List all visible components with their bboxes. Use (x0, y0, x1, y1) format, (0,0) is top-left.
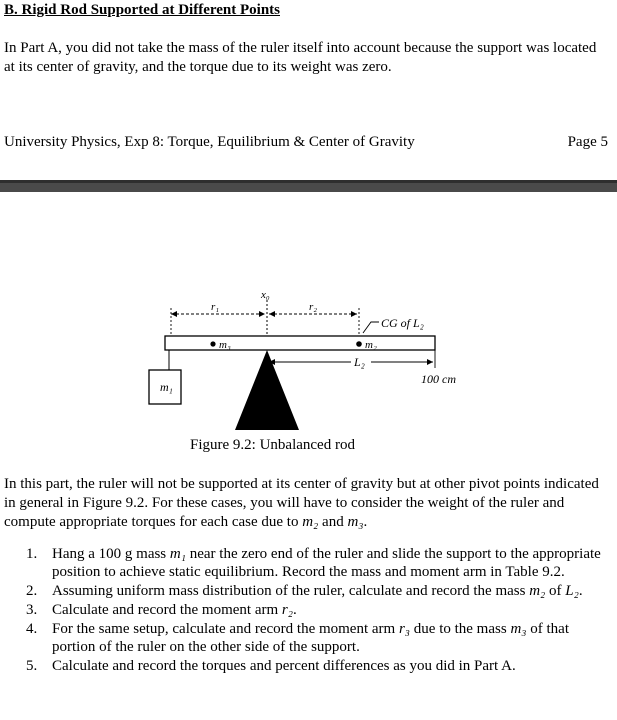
label-cg: CG of L₂ (381, 316, 424, 330)
step-text: Hang a 100 g mass (52, 546, 170, 562)
step-number: 4. (26, 621, 38, 637)
step-text: of (545, 583, 566, 599)
label-r1: r₁ (211, 301, 220, 313)
page-break-rule (0, 180, 617, 192)
label-m1: m₁ (160, 380, 173, 394)
step-symbol: L₂ (565, 583, 579, 599)
list-item (0, 545, 617, 581)
part-paragraph-and: and (318, 514, 348, 530)
ruler-rod (165, 336, 435, 350)
section-heading: B. Rigid Rod Supported at Different Points (4, 2, 280, 18)
step-text: of that portion of the ruler on the other side of the support. (52, 621, 569, 655)
step-symbol: m₁ (169, 546, 186, 562)
step-text: Assuming uniform mass distribution of the ruler, calculate and record the mass (52, 583, 530, 599)
list-item (0, 582, 617, 600)
label-m2: m₂ (365, 339, 377, 351)
label-x0: x₀ (261, 289, 270, 301)
label-100cm: 100 cm (421, 372, 456, 386)
step-symbol: m₂ (529, 583, 546, 599)
step-number: 2. (26, 583, 38, 599)
step-text: Calculate and record the moment arm (52, 602, 282, 618)
symbol-m2: m₂ (302, 514, 319, 530)
step-symbol: m₃ (510, 621, 527, 637)
course-title: University Physics, Exp 8: Torque, Equilibrium & Center of Gravity (4, 134, 415, 150)
step-number: 1. (26, 546, 38, 562)
label-r2: r₂ (309, 301, 318, 313)
page-number: Page 5 (567, 134, 608, 150)
step-symbol: r₂ (281, 602, 293, 618)
figure-caption: Figure 9.2: Unbalanced rod (190, 437, 355, 453)
intro-paragraph: In Part A, you did not take the mass of the ruler itself into account because the support was located at its center of gravity, and the torque due to its weight was zero. (4, 40, 597, 75)
list-item (0, 657, 617, 675)
figure-unbalanced-rod (160, 280, 465, 430)
step-symbol: r₃ (398, 621, 411, 637)
m3-point (210, 341, 215, 346)
procedure-steps (0, 545, 617, 675)
part-paragraph (4, 475, 610, 532)
label-m3: m₃ (219, 339, 231, 351)
m2-point (356, 341, 362, 347)
label-L2: L₂ (354, 355, 365, 369)
step-text: Calculate and record the torques and percent differences as you did in Part A. (52, 658, 516, 674)
list-item (0, 601, 617, 619)
step-text: . (578, 583, 583, 599)
list-item (0, 620, 617, 656)
step-text: . (292, 602, 297, 618)
symbol-m3: m₃ (347, 514, 364, 530)
part-paragraph-end: . (363, 514, 368, 530)
step-text: near the zero end of the ruler and slide the support to the appropriate position to achieve static equilibrium. Record the mass and moment arm in Table 9.2. (52, 546, 601, 580)
step-number: 5. (26, 658, 38, 674)
step-text: For the same setup, calculate and record the moment arm (52, 621, 399, 637)
part-paragraph-text: In this part, the ruler will not be supported at its center of gravity but at other pivot points indicated in general in Figure 9.2. For these cases, you will have to consider the weight of the ruler and compute appropriate torques for each case due to (4, 476, 599, 530)
step-number: 3. (26, 602, 38, 618)
step-text: due to the mass (410, 621, 511, 637)
